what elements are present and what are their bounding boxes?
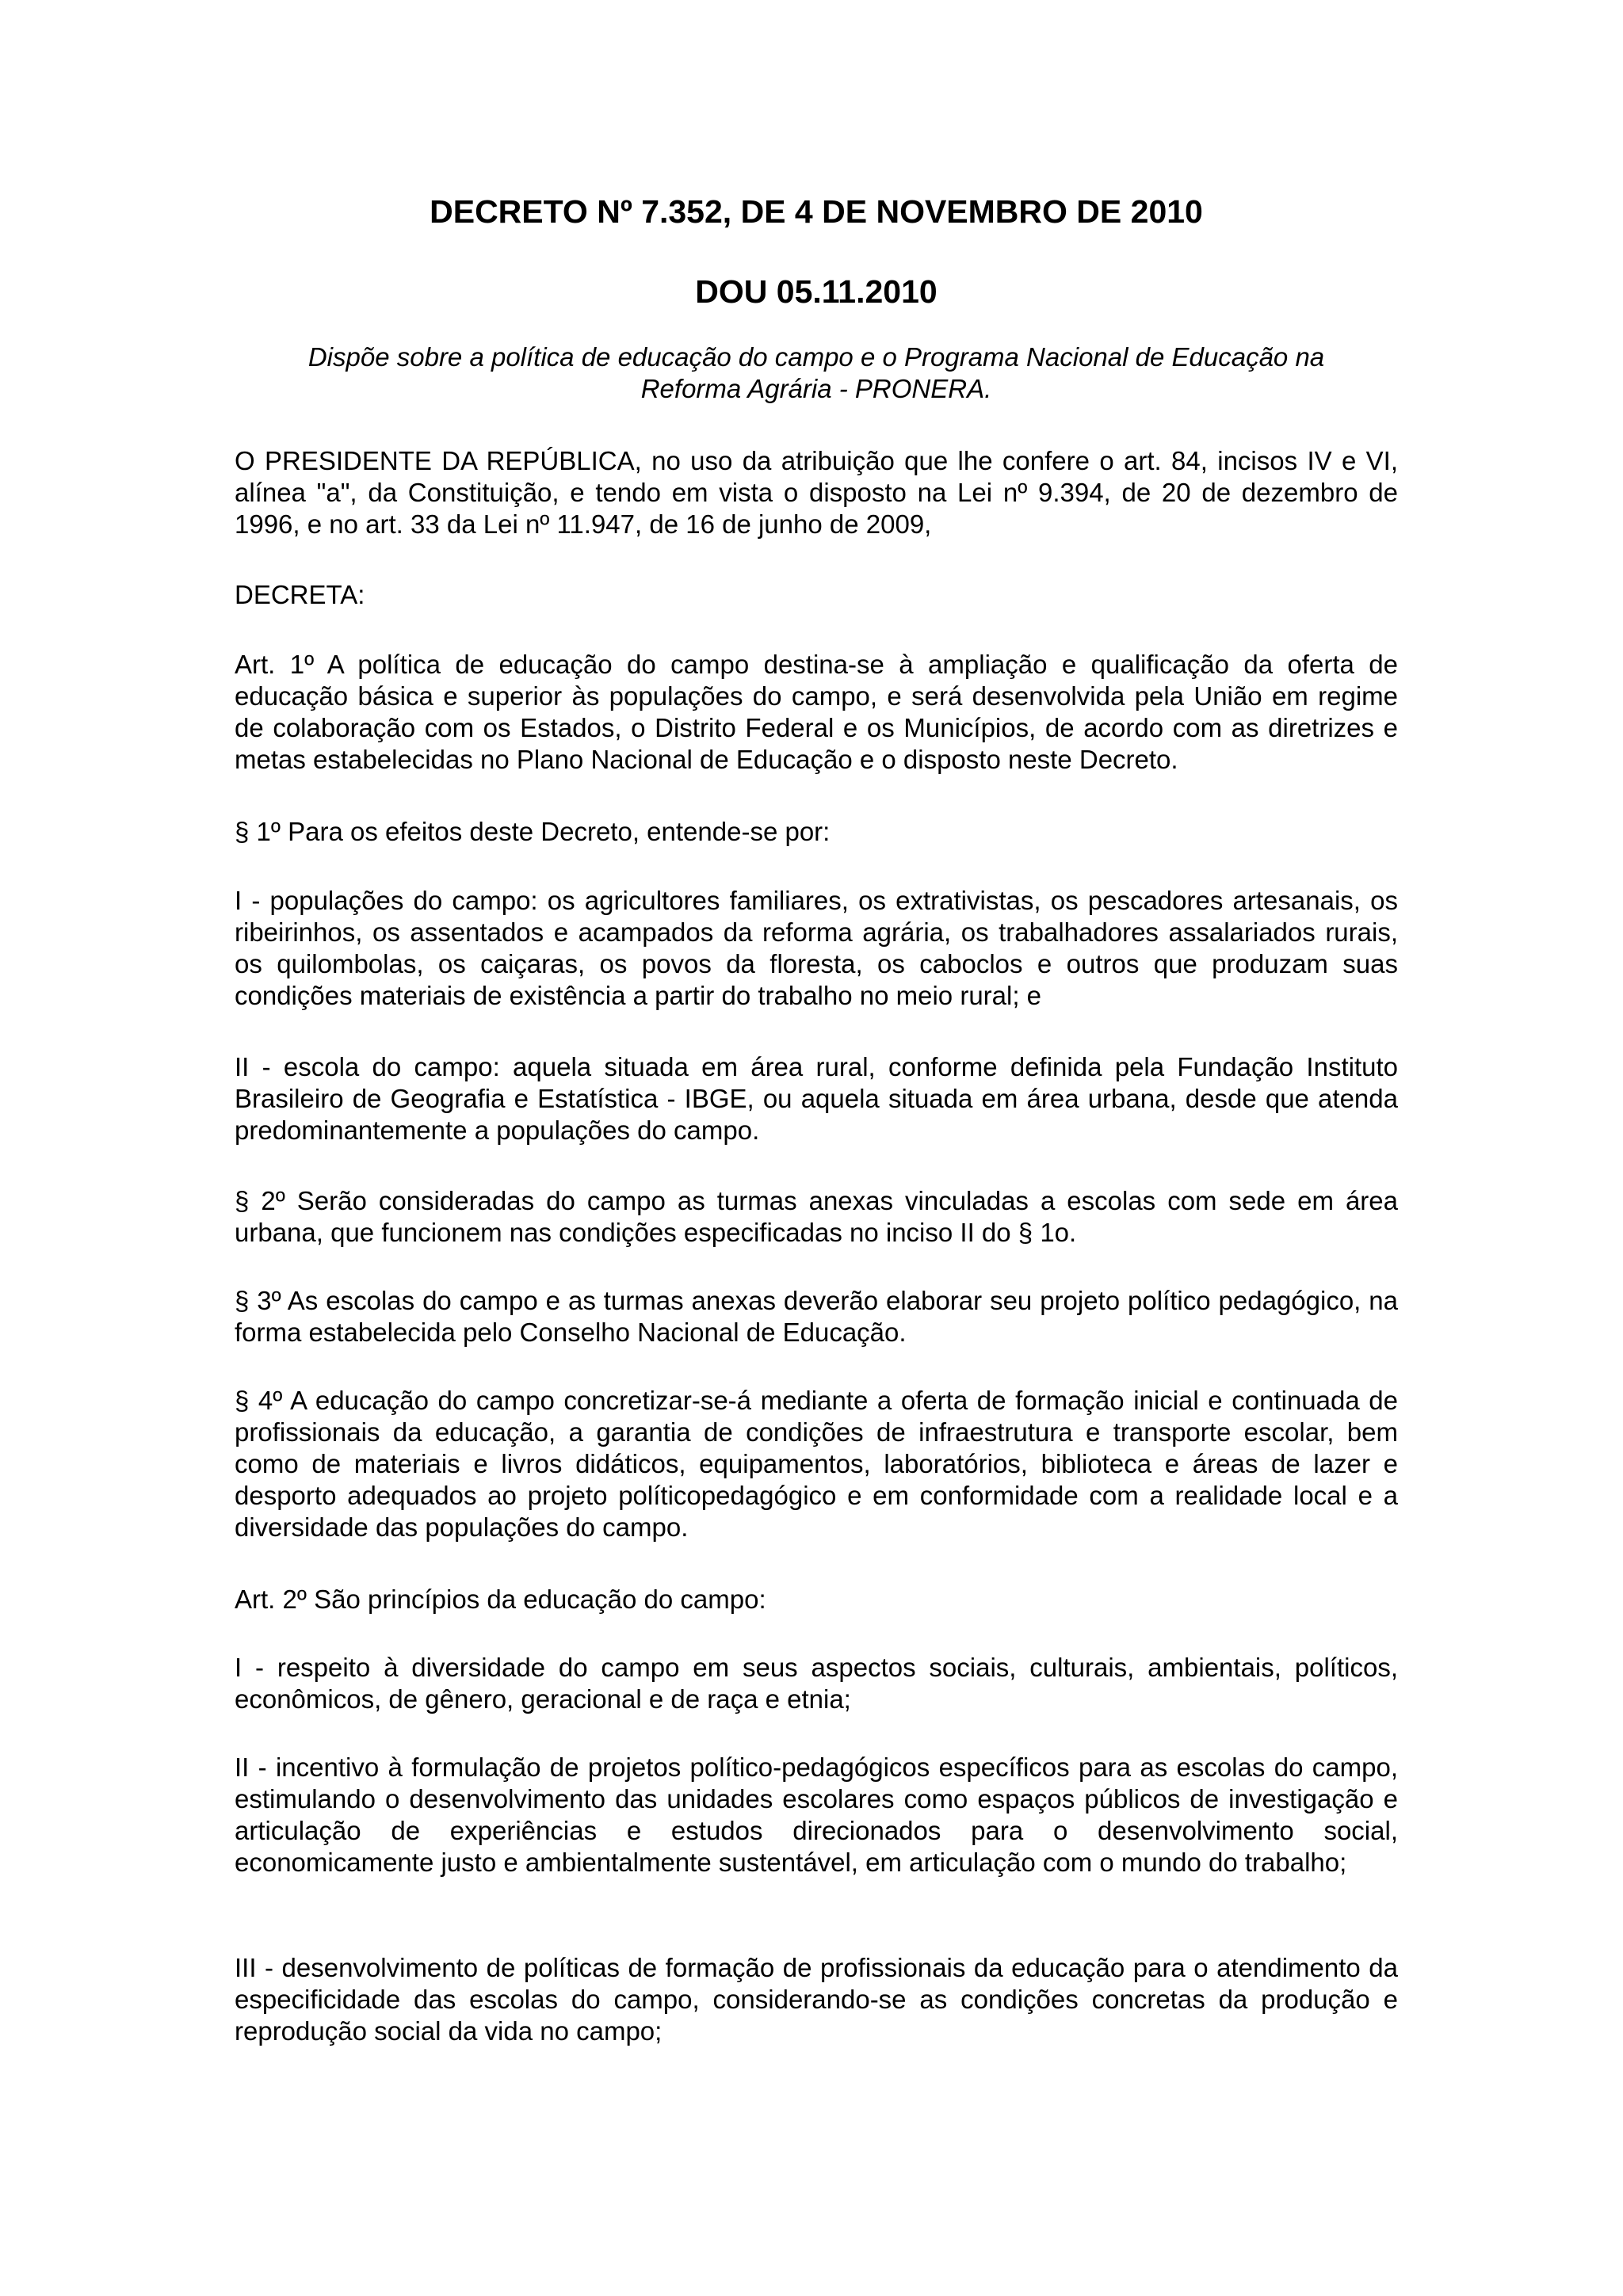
publication-date: DOU 05.11.2010: [695, 273, 938, 310]
summary-line-2: Reforma Agrária - PRONERA.: [640, 374, 992, 403]
art2-caput: Art. 2º São princípios da educação do campo:: [235, 1585, 766, 1614]
decree-title: DECRETO Nº 7.352, DE 4 DE NOVEMBRO DE 2010: [430, 193, 1203, 230]
art1-caput: Art. 1º A política de educação do campo destina-se à ampliação e qualificação da oferta de educação básica e superior às populações do campo, e será desenvolvida pela União em regime de colaboração com os Estados, o Distrito Federal e os Municípios, de acordo com as diretrizes e metas estabelecidas no Plano Nacional de Educação e o disposto neste Decreto.: [235, 650, 1398, 774]
art1-paragraph-2: § 2º Serão consideradas do campo as turmas anexas vinculadas a escolas com sede em área urbana, que funcionem nas condições especificadas no inciso II do § 1o.: [235, 1186, 1398, 1247]
document-page: [235, 0, 1398, 2296]
art1-paragraph-3: § 3º As escolas do campo e as turmas anexas deverão elaborar seu projeto político pedagógico, na forma estabelecida pelo Conselho Nacional de Educação.: [235, 1286, 1398, 1347]
summary-line-1: Dispõe sobre a política de educação do campo e o Programa Nacional de Educação na: [307, 342, 1325, 372]
art1-inciso-2: II - escola do campo: aquela situada em área rural, conforme definida pela Fundação Instituto Brasileiro de Geografia e Estatística - IBGE, ou aquela situada em área urbana, desde que atenda predominantemente a populações do campo.: [235, 1052, 1398, 1145]
art1-paragraph-1: § 1º Para os efeitos deste Decreto, entende-se por:: [235, 817, 831, 846]
art2-inciso-3: III - desenvolvimento de políticas de formação de profissionais da educação para o atendimento da especificidade das escolas do campo, considerando-se as condições concretas da produção e reprodução social da vida no campo;: [235, 1953, 1398, 2046]
preamble-paragraph: O PRESIDENTE DA REPÚBLICA, no uso da atribuição que lhe confere o art. 84, incisos IV e VI, alínea "a", da Constituição, e tendo em vista o disposto na Lei nº 9.394, de 20 de dezembro de 1996, e no art. 33 da Lei nº 11.947, de 16 de junho de 2009,: [235, 446, 1398, 539]
decreta-heading: DECRETA:: [235, 580, 365, 609]
art2-inciso-2: II - incentivo à formulação de projetos político-pedagógicos específicos para as escolas do campo, estimulando o desenvolvimento das unidades escolares como espaços públicos de investigação e articulação de experiências e estudos direcionados para o desenvolvimento social, economicamente justo e ambientalmente sustentável, em articulação com o mundo do trabalho;: [235, 1753, 1398, 1877]
art2-inciso-1: I - respeito à diversidade do campo em seus aspectos sociais, culturais, ambientais, políticos, econômicos, de gênero, geracional e de raça e etnia;: [235, 1653, 1398, 1714]
decree-summary: [235, 341, 1398, 405]
art1-paragraph-4: § 4º A educação do campo concretizar-se-á mediante a oferta de formação inicial e continuada de profissionais da educação, a garantia de condições de infraestrutura e transporte escolar, bem como de materiais e livros didáticos, equipamentos, laboratórios, biblioteca e áreas de lazer e desporto adequados ao projeto políticopedagógico e em conformidade com a realidade local e a diversidade das populações do campo.: [235, 1386, 1398, 1542]
art1-inciso-1: I - populações do campo: os agricultores familiares, os extrativistas, os pescadores artesanais, os ribeirinhos, os assentados e acampados da reforma agrária, os trabalhadores assalariados rurais, os quilombolas, os caiçaras, os povos da floresta, os caboclos e outros que produzam suas condições materiais de existência a partir do trabalho no meio rural; e: [235, 886, 1398, 1010]
